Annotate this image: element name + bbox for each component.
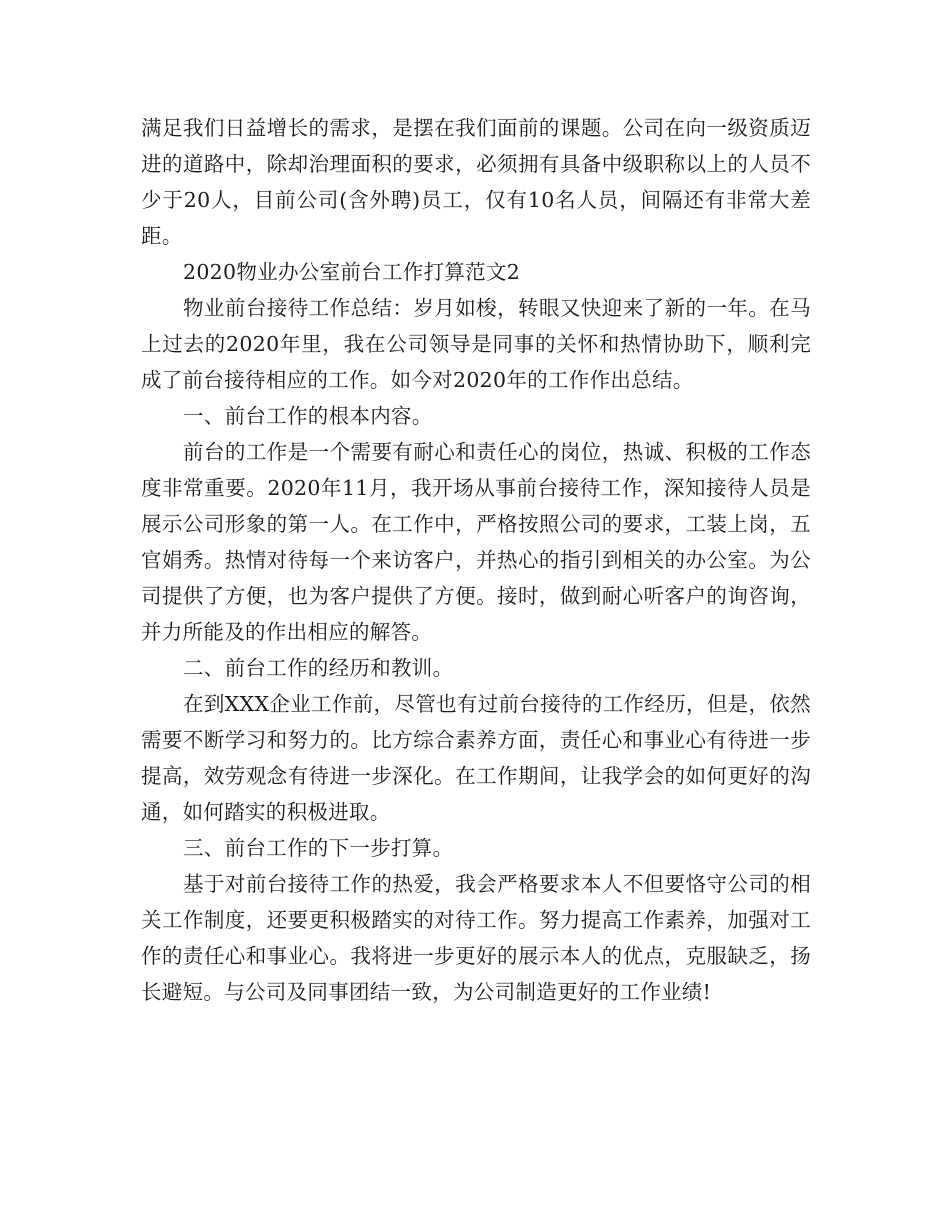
document-body — [141, 110, 811, 1010]
heading-next-plan: 三、前台工作的下一步打算。 — [183, 836, 454, 860]
heading-experience: 二、前台工作的经历和教训。 — [183, 656, 454, 680]
paragraph-next-plan: 基于对前台接待工作的热爱，我会严格要求本人不但要恪守公司的相关工作制度，还要更积极踏实的对待工作。努力提高工作素养，加强对工作的责任心和事业心。我将进一步更好的展示本人的优点，克服缺乏，扬长避短。与公司及同事团结一致，为公司制造更好的工作业绩! — [141, 872, 811, 1004]
section-title: 2020物业办公室前台工作打算范文2 — [183, 260, 521, 284]
paragraph-experience: 在到XXX企业工作前，尽管也有过前台接待的工作经历，但是，依然需要不断学习和努力的。比方综合素养方面，责任心和事业心有待进一步提高，效劳观念有待进一步深化。在工作期间，让我学会的如何更好的沟通，如何踏实的积极进取。 — [141, 692, 811, 824]
paragraph-continuation: 满足我们日益增长的需求，是摆在我们面前的课题。公司在向一级资质迈进的道路中，除却治理面积的要求，必须拥有具备中级职称以上的人员不少于20人，目前公司(含外聘)员工，仅有10名人员，间隔还有非常大差距。 — [141, 116, 811, 248]
paragraph-intro: 物业前台接待工作总结：岁月如梭，转眼又快迎来了新的一年。在马上过去的2020年里，我在公司领导是同事的关怀和热情协助下，顺利完成了前台接待相应的工作。如今对2020年的工作作出总结。 — [141, 296, 811, 392]
paragraph-basic-content: 前台的工作是一个需要有耐心和责任心的岗位，热诚、积极的工作态度非常重要。2020年11月，我开场从事前台接待工作，深知接待人员是展示公司形象的第一人。在工作中，严格按照公司的要求，工装上岗，五官娟秀。热情对待每一个来访客户，并热心的指引到相关的办公室。为公司提供了方便，也为客户提供了方便。接时，做到耐心听客户的询咨询，并力所能及的作出相应的解答。 — [141, 440, 811, 644]
heading-basic-content: 一、前台工作的根本内容。 — [183, 404, 433, 428]
